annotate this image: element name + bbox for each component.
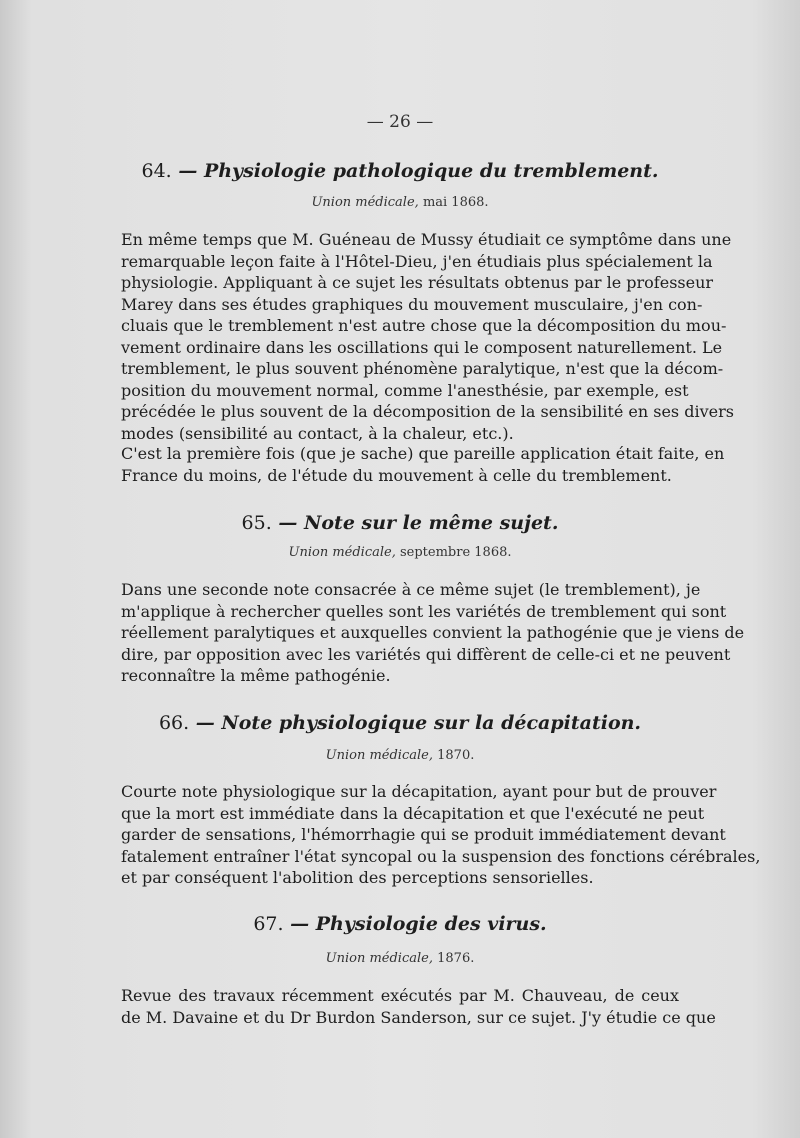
- source-date: septembre 1868.: [399, 545, 512, 560]
- paragraph: [103, 443, 725, 486]
- text-line: garder de sensations, l'hémorrhagie qui se produit immédiatement devant: [121, 825, 726, 844]
- section-number: 65.: [241, 512, 272, 534]
- text-line: précédée le plus souvent de la décomposition de la sensibilité en ses divers: [121, 402, 734, 421]
- text-line: cluais que le tremblement n'est autre chose que la décomposition du mou-: [121, 316, 727, 335]
- paragraph: [103, 781, 761, 889]
- section-source-64: [0, 195, 800, 210]
- section-title: Note physiologique sur la décapitation.: [221, 712, 642, 734]
- text-line: position du mouvement normal, comme l'anesthésie, par exemple, est: [121, 380, 689, 400]
- section-heading-66: 66. — Note physiologique sur la décapitation.: [158, 712, 642, 734]
- text-line: physiologie. Appliquant à ce sujet les résultats obtenus par le professeur: [121, 273, 714, 292]
- text-line: que la mort est immédiate dans la décapitation et que l'exécuté ne peut: [121, 803, 705, 823]
- text-line: France du moins, de l'étude du mouvement à celle du tremblement.: [121, 465, 672, 485]
- source-journal: Union médicale,: [325, 748, 433, 763]
- section-heading-67: 67. — Physiologie des virus.: [253, 913, 547, 935]
- source-date: 1870.: [437, 748, 475, 763]
- text-line: tremblement, le plus souvent phénomène paralytique, n'est que la décom-: [121, 359, 724, 378]
- text-line: Marey dans ses études graphiques du mouvement musculaire, j'en con-: [121, 294, 703, 314]
- text-line: m'applique à rechercher quelles sont les variétés de tremblement qui sont: [121, 601, 727, 621]
- source-journal: Union médicale,: [325, 951, 433, 966]
- section-source-66: [0, 748, 800, 763]
- text-line: reconnaître la même pathogénie.: [121, 666, 391, 685]
- source-date: mai 1868.: [422, 195, 489, 210]
- page-number: — 26 —: [366, 112, 434, 132]
- paragraph: [103, 229, 734, 444]
- section-title: Physiologie des virus.: [315, 913, 547, 935]
- text-line: fatalement entraîner l'état syncopal ou la suspension des fonctions cérébrales,: [121, 846, 761, 866]
- text-line: C'est la première fois (que je sache) que pareille application était faite, en: [121, 444, 725, 463]
- text-line: de M. Davaine et du Dr Burdon Sanderson, sur ce sujet. J'y étudie ce que: [121, 1007, 716, 1027]
- text-line: réellement paralytiques et auxquelles convient la pathogénie que je viens de: [121, 623, 745, 642]
- text-line: vement ordinaire dans les oscillations qui le composent naturellement. Le: [121, 337, 723, 357]
- source-date: 1876.: [437, 951, 475, 966]
- paragraph: [103, 579, 745, 687]
- text-line: remarquable leçon faite à l'Hôtel-Dieu, j'en étudiais plus spécialement la: [121, 251, 713, 271]
- source-journal: Union médicale,: [311, 195, 419, 210]
- source-journal: Union médicale,: [288, 545, 396, 560]
- section-number: 64.: [141, 160, 172, 182]
- section-title: Physiologie pathologique du tremblement.: [203, 160, 659, 182]
- text-line: Dans une seconde note consacrée à ce même sujet (le tremblement), je: [121, 580, 701, 599]
- section-title: Note sur le même sujet.: [304, 512, 559, 534]
- text-line: dire, par opposition avec les variétés qui diffèrent de celle-ci et ne peuvent: [121, 644, 731, 664]
- text-line: et par conséquent l'abolition des perceptions sensorielles.: [121, 868, 594, 887]
- section-source-65: [0, 545, 800, 560]
- text-line: modes (sensibilité au contact, à la chaleur, etc.).: [121, 423, 514, 443]
- section-heading-64: 64. — Physiologie pathologique du tremblement.: [141, 160, 659, 182]
- section-number: 67.: [253, 913, 284, 935]
- section-source-67: [0, 951, 800, 966]
- text-line: Revue des travaux récemment exécutés par M. Chauveau, de ceux: [121, 986, 679, 1005]
- text-line: En même temps que M. Guéneau de Mussy étudiait ce symptôme dans une: [121, 230, 732, 249]
- paragraph: [103, 985, 716, 1028]
- section-heading-65: 65. — Note sur le même sujet.: [241, 512, 559, 534]
- section-number: 66.: [158, 712, 190, 734]
- text-line: Courte note physiologique sur la décapitation, ayant pour but de prouver: [121, 782, 717, 801]
